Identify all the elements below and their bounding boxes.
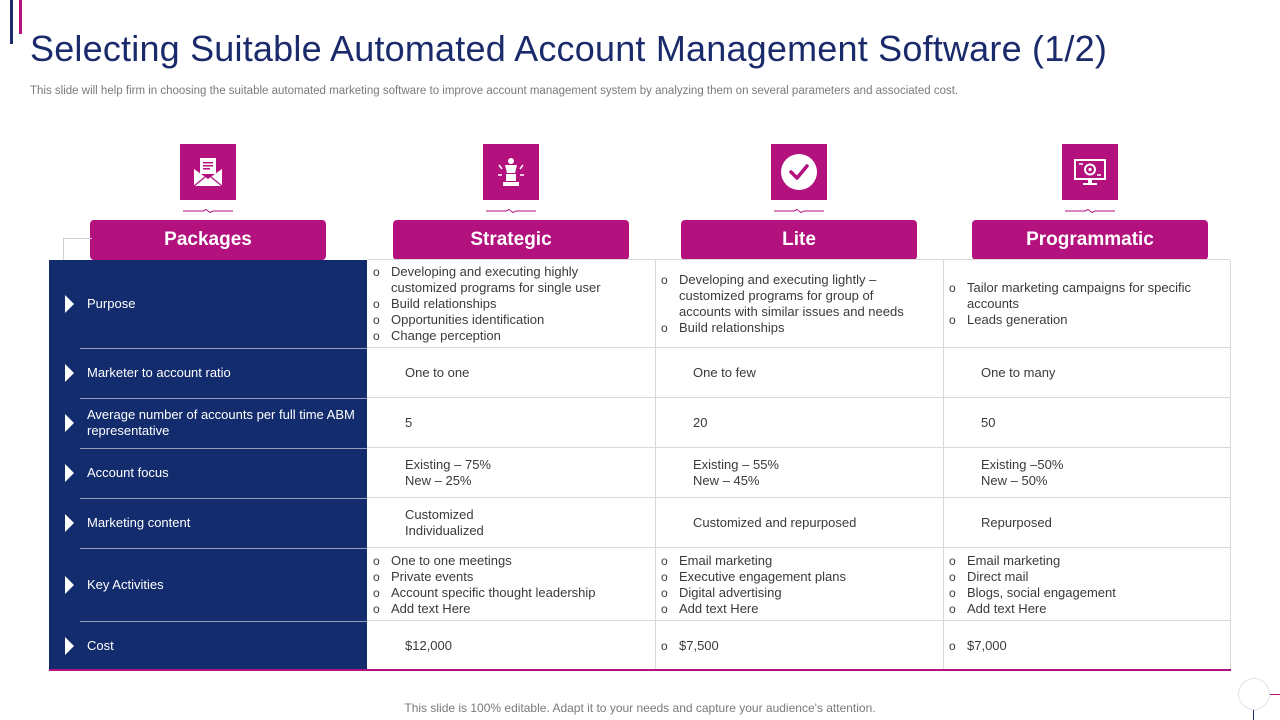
bullet-text: Add text Here [679,600,759,616]
bullet-item [949,553,1213,569]
column-divider [655,260,656,670]
table-bottom-border [49,669,1231,671]
bullet-marker: o [661,553,668,568]
bullet-text: Change perception [391,328,501,343]
table-cell [661,398,925,448]
bullet-item [949,601,1213,617]
row-label-text: Account focus [87,465,169,480]
cell-text: New – 25% [405,473,472,488]
slide-subtitle: This slide will help firm in choosing the suitable automated marketing software to improve account management system by analyzing them on several parameters and associated cost. [30,85,959,97]
table-cell [373,621,637,670]
bullet-item [373,585,637,601]
cell-text: Existing – 55% [693,457,779,472]
bullet-marker: o [949,638,956,653]
bullet-item [949,312,1213,328]
row-arrow-icon [65,514,74,532]
bullet-marker: o [373,313,380,327]
bullet-item [373,264,637,296]
bullet-marker: o [373,329,380,343]
cell-text: New – 45% [693,473,760,488]
checkmark-circle-icon [771,144,827,200]
bullet-marker: o [661,321,668,335]
bullet-text: Build relationships [391,296,497,311]
row-arrow-icon [65,364,74,382]
bullet-text: Tailor marketing campaigns for specific accounts [967,280,1191,311]
bullet-text: Build relationships [679,320,785,335]
cell-text: Customized and repurposed [693,515,857,530]
bullet-item [373,553,637,569]
label-separator [80,448,367,449]
label-separator [80,498,367,499]
bullet-item [373,569,637,585]
table-cell [661,448,925,498]
monitor-gear-icon [1062,144,1118,200]
bullet-marker: o [373,297,380,311]
label-separator [80,621,367,622]
table-cell [949,260,1213,348]
bullet-marker: o [949,585,956,600]
table-cell [373,260,637,348]
chess-piece-icon [483,144,539,200]
column-divider [1230,260,1231,670]
column-header-strategic: Strategic [393,220,629,260]
row-label [87,621,357,670]
row-label-text: Average number of accounts per full time ABM representative [87,407,355,438]
row-label-text: Marketer to account ratio [87,365,231,380]
bullet-item [661,638,925,654]
bullet-item [373,312,637,328]
bullet-marker: o [949,601,956,616]
cell-text: Repurposed [981,515,1052,530]
table-cell [661,260,925,348]
bullet-text: One to one meetings [391,552,512,568]
cell-text: One to one [405,365,470,380]
label-separator [80,398,367,399]
cell-text: 20 [693,415,708,430]
bullet-text: Blogs, social engagement [967,584,1116,600]
row-label [87,548,357,621]
table-cell [661,348,925,398]
bullet-item [661,553,925,569]
bullet-text: Opportunities identification [391,312,545,327]
bullet-text: Direct mail [967,568,1029,584]
table-cell [949,348,1213,398]
table-cell [949,498,1213,548]
table-cell [373,348,637,398]
table-cell [661,548,925,621]
row-arrow-icon [65,576,74,594]
row-label [87,498,357,548]
row-label-text: Marketing content [87,515,191,530]
bullet-marker: o [949,569,956,584]
cell-text: Customized [405,507,474,522]
bullet-text: Private events [391,568,474,584]
bullet-marker: o [661,273,668,287]
bullet-text: Add text Here [391,600,471,616]
bullet-item [661,272,925,320]
row-arrow-icon [65,464,74,482]
accent-bar [10,0,13,44]
envelope-document-icon [180,144,236,200]
row-label [87,348,357,398]
cell-text: 5 [405,415,413,430]
connector-decoration [486,209,536,213]
cell-text: $12,000 [405,637,452,653]
bullet-marker: o [661,569,668,584]
row-label [87,260,357,348]
bullet-marker: o [661,601,668,616]
row-label [87,398,357,448]
bullet-text: $7,000 [967,637,1007,653]
row-label-text: Key Activities [87,576,164,592]
bullet-marker: o [373,265,380,279]
row-label-text: Cost [87,637,114,653]
bullet-text: Leads generation [967,312,1068,327]
bullet-marker: o [949,281,956,295]
column-header-packages: Packages [90,220,326,260]
bullet-text: Executive engagement plans [679,568,846,584]
cell-text: 50 [981,415,996,430]
bullet-text: Developing and executing highly customized programs for single user [391,264,601,295]
bullet-item [949,569,1213,585]
bullet-item [661,585,925,601]
bullet-text: $7,500 [679,637,719,653]
row-divider [367,259,1230,260]
row-arrow-icon [65,295,74,313]
bullet-text: Account specific thought leadership [391,584,596,600]
connector-decoration [774,209,824,213]
table-cell [949,398,1213,448]
column-header-programmatic: Programmatic [972,220,1208,260]
bullet-marker: o [661,585,668,600]
table-cell [661,498,925,548]
label-separator [80,548,367,549]
bullet-marker: o [373,585,380,600]
accent-bar-secondary [19,0,22,34]
slide-footer: This slide is 100% editable. Adapt it to your needs and capture your audience's attention. [404,701,876,715]
bullet-item [661,320,925,336]
bullet-marker: o [373,553,380,568]
bullet-marker: o [949,313,956,327]
row-arrow-icon [65,414,74,432]
bullet-text: Add text Here [967,600,1047,616]
bullet-item [949,585,1213,601]
row-arrow-icon [65,637,74,655]
column-header-lite: Lite [681,220,917,260]
cell-text: New – 50% [981,473,1048,488]
bullet-item [949,638,1213,654]
bullet-item [661,569,925,585]
table-cell [949,548,1213,621]
row-label-text: Purpose [87,296,136,311]
label-separator [80,348,367,349]
row-label [87,448,357,498]
table-cell [373,498,637,548]
cell-text: Existing –50% [981,457,1064,472]
bullet-item [373,328,637,344]
cell-text: One to many [981,365,1056,380]
cell-text: One to few [693,365,756,380]
bullet-item [949,280,1213,312]
table-cell [373,448,637,498]
table-cell [661,621,925,670]
table-cell [373,398,637,448]
bullet-text: Email marketing [679,552,773,568]
connector-decoration [1065,209,1115,213]
bullet-item [661,601,925,617]
corner-circle-decoration [1238,678,1270,710]
table-cell [949,621,1213,670]
bullet-text: Developing and executing lightly – customized programs for group of accounts with similar issues and needs [679,272,904,319]
slide-title: Selecting Suitable Automated Account Management Software (1/2) [30,28,1108,69]
bullet-item [373,296,637,312]
cell-text: Existing – 75% [405,457,491,472]
table-cell [373,548,637,621]
cell-text: Individualized [405,523,484,538]
bullet-text: Digital advertising [679,584,782,600]
bullet-marker: o [373,601,380,616]
table-cell [949,448,1213,498]
connector-decoration [183,209,233,213]
bullet-item [373,601,637,617]
bullet-marker: o [373,569,380,584]
bullet-marker: o [661,638,668,653]
bullet-text: Email marketing [967,552,1061,568]
column-divider [943,260,944,670]
bullet-marker: o [949,553,956,568]
